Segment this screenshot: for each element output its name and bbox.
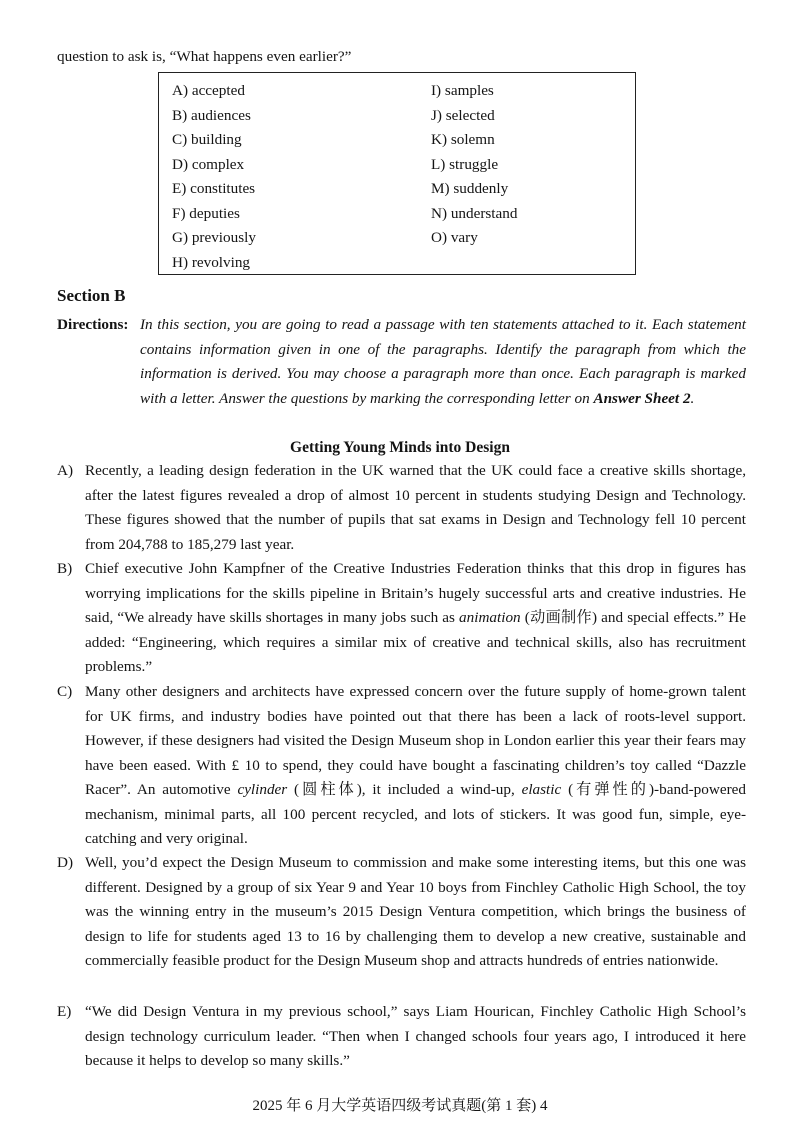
- word-option-l: L) struggle: [431, 155, 499, 173]
- directions-label: Directions:: [57, 316, 129, 333]
- paragraph-text: Recently, a leading design federation in the UK warned that the UK could face a creative skills shortage, after the latest figures revealed a drop of almost 10 percent in students studying Design and Technology. These figures showed that the number of pupils that sat exams in Design and Technology fell 10 percent from 204,788 to 185,279 last year.: [85, 462, 746, 553]
- paragraph-label: C): [57, 683, 73, 700]
- word-option-b: B) audiences: [172, 106, 251, 124]
- paragraph-label: E): [57, 1003, 72, 1020]
- word-option-d: D) complex: [172, 155, 245, 173]
- word-option-i: I) samples: [431, 82, 494, 99]
- passage-title: Getting Young Minds into Design: [290, 439, 510, 456]
- word-bank-right-column: [431, 79, 517, 251]
- paragraph-text-part: and special effects.” He added: “Engineering, which requires a similar mix of creative and technical skills, also has recruitment problems.”: [85, 609, 746, 675]
- paragraph-text-part: -band-powered mechanism, minimal parts, all 100 percent recycled, and lots of stickers. It was good fun, simple, eye-catching and very original.: [85, 781, 746, 847]
- word-option-k: K) solemn: [431, 131, 495, 148]
- paragraph-b: [57, 557, 746, 680]
- paragraph-label: D): [57, 854, 74, 871]
- paragraph-text: “We did Design Ventura in my previous school,” says Liam Hourican, Finchley Catholic High School’s design technology curriculum leader. “Then when I changed schools four years ago, I introduced it here because it helps to develop so many skills.”: [85, 1003, 746, 1069]
- glossed-term: cylinder: [237, 781, 288, 798]
- word-option-c: C) building: [172, 131, 242, 148]
- paragraph-e: [57, 1000, 746, 1074]
- section-title: Section B: [57, 286, 126, 305]
- page-footer: 2025 年 6 月大学英语四级考试真题(第 1 套) 4: [252, 1098, 548, 1114]
- chinese-gloss: (动画制作): [520, 609, 602, 626]
- word-option-m: M) suddenly: [431, 180, 509, 197]
- chinese-gloss: (圆柱体),: [287, 781, 373, 798]
- word-option-n: N) understand: [431, 204, 518, 222]
- paragraph-d: [57, 851, 746, 974]
- paragraph-text: [85, 557, 746, 680]
- word-bank-box: [158, 72, 636, 275]
- word-option-j: J) selected: [431, 106, 495, 124]
- paragraph-text: Well, you’d expect the Design Museum to commission and make some interesting items, but this one was different. Designed by a group of six Year 9 and Year 10 boys from Finchley Catholic High School, the toy was the winning entry in the museum’s 2015 Design Ventura competition, which brings the business of design to life for students aged 13 to 16 by challenging them to develop a new creative, sustainable and commercially feasible product for the Design Museum shop and attracts hundreds of entries nationwide.: [85, 854, 746, 969]
- glossed-term: animation: [459, 609, 521, 626]
- directions-body: In this section, you are going to read a passage with ten statements attached to it. Each statement contains information given in one of the paragraphs. Identify the paragraph from which the information is derived. You may choose a paragraph more than once. Each paragraph is marked with a letter. Answer the questions by marking the corresponding letter on: [140, 316, 746, 407]
- word-option-f: F) deputies: [172, 204, 240, 222]
- word-option-h: H) revolving: [172, 253, 251, 271]
- word-option-g: G) previously: [172, 229, 256, 246]
- paragraph-text: [85, 680, 746, 852]
- glossed-term: elastic: [521, 781, 562, 798]
- word-option-e: E) constitutes: [172, 180, 256, 197]
- intro-line: question to ask is, “What happens even earlier?”: [57, 48, 352, 65]
- paragraph-a: [57, 459, 746, 557]
- paragraph-text-part: it included a wind-up,: [372, 781, 522, 798]
- word-bank-left-column: [172, 79, 256, 275]
- paragraph-text-part: Chief executive John Kampfner of the Creative Industries Federation thinks that this drop in figures has worrying implications for the skills pipeline in Britain’s hugely successful arts and creative industries. He said, “We already have skills shortages in many jobs such as: [85, 560, 746, 626]
- directions-text: [140, 313, 746, 411]
- answer-sheet-ref: Answer Sheet 2: [593, 389, 691, 407]
- paragraph-label: A): [57, 462, 74, 479]
- paragraph-c: [57, 680, 746, 852]
- paragraph-text-part: Many other designers and architects have expressed concern over the future supply of home-grown talent for UK firms, and industry bodies have pointed out that there has been a lack of roots-level support. However, if these designers had visited the Design Museum shop in London earlier this year their fears may have been eased. With £ 10 to spend, they could have bought a fascinating children’s toy called “Dazzle Racer”. An automotive: [85, 683, 746, 798]
- paragraph-label: B): [57, 560, 73, 577]
- word-option-a: A) accepted: [172, 82, 245, 99]
- chinese-gloss: (有弹性的): [561, 781, 655, 798]
- directions-end: .: [690, 389, 695, 407]
- word-option-o: O) vary: [431, 229, 478, 246]
